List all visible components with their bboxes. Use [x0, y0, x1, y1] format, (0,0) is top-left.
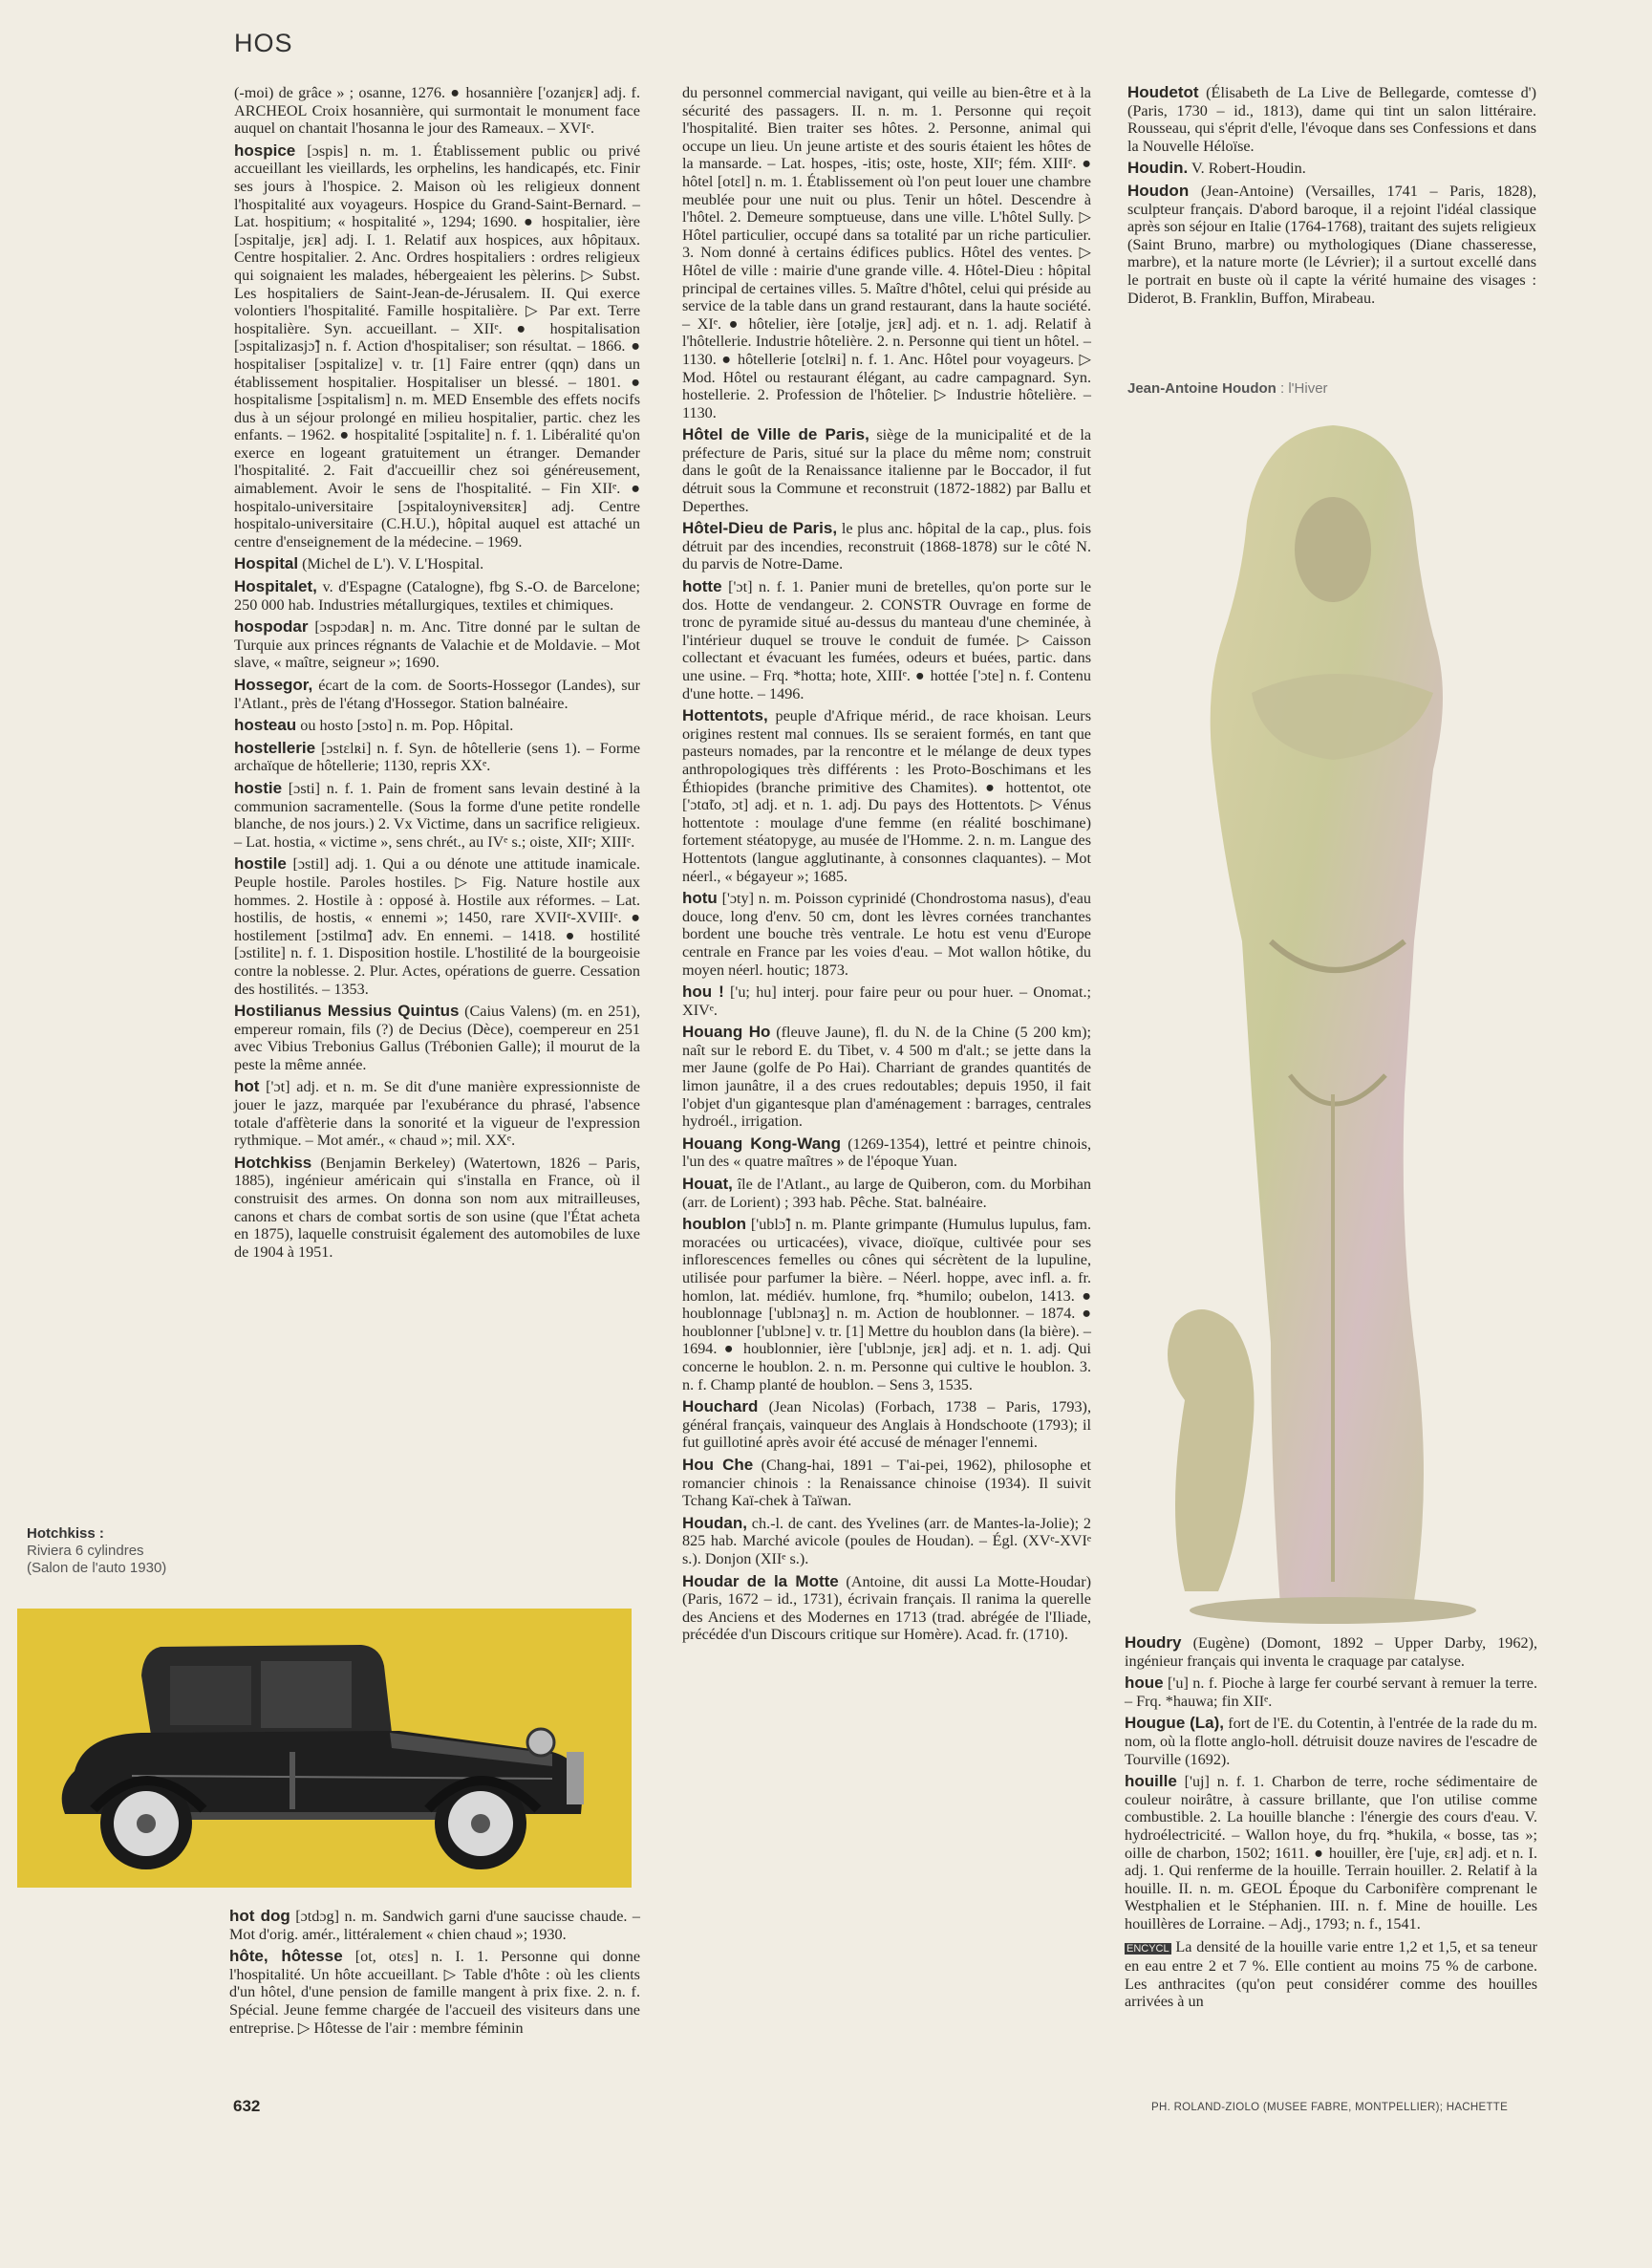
- entry-definition: (Michel de L'). V. L'Hospital.: [302, 555, 484, 573]
- entry-headword: Houdin.: [1127, 159, 1189, 178]
- entry-headword: Hottentots,: [682, 706, 768, 725]
- entry-definition: (Eugène) (Domont, 1892 – Upper Darby, 1962), ingénieur français qui inventa le craquage par catalyse.: [1125, 1634, 1538, 1670]
- entry-definition: ['ɔt] n. f. 1. Panier muni de bretelles, qu'on porte sur le dos. Hotte de vendangeur. 2. CONSTR Ouvrage en forme de tronc de pyramide situé au-dessus du manteau d'une cheminée, à l'intérieur duquel se trouve le conduit de fumée. ▷ Caisson collectant et évacuant les fumées, odeurs et buées, partic. dans une usine. – Frq. *hotta; hote, XIIIᵉ. ● hottée ['ɔte] n. f. Contenu d'une hotte. – 1496.: [682, 578, 1091, 702]
- dictionary-entry: [682, 578, 1091, 702]
- page-number: 632: [233, 2097, 261, 2115]
- dictionary-entry: [682, 1176, 1091, 1211]
- photo-credit: PH. ROLAND-ZIOLO (MUSEE FABRE, MONTPELLIER); HACHETTE: [1151, 2102, 1509, 2113]
- dictionary-entry: [234, 1155, 640, 1262]
- entry-definition: (-moi) de grâce » ; osanne, 1276. ● hosannière ['ozanjɛʀ] adj. f. ARCHEOL Croix hosannière, qui surmontait le monument face auquel on chantait l'hosanna le jour des Rameaux. – XVIᵉ.: [234, 84, 640, 138]
- entry-definition: île de l'Atlant., au large de Quiberon, com. du Morbihan (arr. de Lorient) ; 393 hab. Pêche. Stat. balnéaire.: [682, 1176, 1091, 1211]
- entry-definition: (Antoine, dit aussi La Motte-Houdar) (Paris, 1672 – id., 1731), écrivain français. Il ranima la querelle des Anciens et des Modernes en 1713 (trad. abrégée de l'Iliade, précédée d'un Discours critique sur Homère). Acad. fr. (1710).: [682, 1572, 1091, 1644]
- dictionary-entry: [1127, 84, 1536, 155]
- dictionary-entry: [1127, 183, 1536, 307]
- entry-headword: Houang Kong-Wang: [682, 1134, 841, 1153]
- entry-headword: houille: [1125, 1772, 1177, 1791]
- statue-title: : l'Hiver: [1276, 380, 1328, 397]
- entry-headword: Houdetot: [1127, 83, 1199, 101]
- dictionary-entry: [234, 1078, 640, 1149]
- entry-definition: (1269-1354), lettré et peintre chinois, l'un des « quatre maîtres » de l'époque Yuan.: [682, 1134, 1091, 1171]
- dictionary-entry: [229, 1908, 640, 1943]
- statue-caption: [1127, 380, 1328, 397]
- entry-definition: (Caius Valens) (m. en 251), empereur romain, fils (?) de Decius (Dèce), coempereur en 251 avec Vibius Trebonius Gallus (Trébonien Galle); il mourut de la peste la même année.: [234, 1003, 641, 1073]
- entry-headword: hot dog: [229, 1907, 290, 1925]
- dictionary-entry: [234, 740, 640, 775]
- dictionary-entry: [682, 1398, 1091, 1452]
- entry-definition: siège de la municipalité et de la préfecture de Paris, situé sur la place du même nom; construit dans le goût de la Renaissance italienne par le Boccador, il fut détruit sous la Commune et reconstruit (1872-1882) par Ballu et Deperthes.: [682, 426, 1092, 515]
- entry-headword: Hospitalet,: [234, 577, 317, 596]
- dictionary-entry: [682, 707, 1091, 885]
- dictionary-entry: [234, 142, 640, 551]
- entry-headword: hôte, hôtesse: [229, 1947, 343, 1966]
- dictionary-entry: [1125, 1938, 1537, 2011]
- entry-definition: (Jean-Antoine) (Versailles, 1741 – Paris, 1828), sculpteur français. D'abord baroque, il a rejoint l'idéal classique après son séjour en Italie (1764-1768), traitant des sujets religieux (Saint Bruno, marbre) ou mythologiques (Diane chasseresse, marbre), et la nature morte (le Lévrier); il a surtout excellé dans le portrait en buste où il capte la vérité humaine des visages : Diderot, B. Franklin, Buffon, Mirabeau.: [1127, 182, 1536, 307]
- running-head: HOS: [234, 29, 293, 57]
- entry-headword: hostie: [234, 778, 283, 797]
- dictionary-entry: [234, 855, 640, 998]
- entry-definition: le plus anc. hôpital de la cap., plus. fois détruit par des incendies, reconstruit (1868-1878) sur le côté N. du parvis de Notre-Dame.: [682, 520, 1092, 573]
- dictionary-entry: [1127, 160, 1536, 178]
- entry-headword: houblon: [682, 1215, 747, 1234]
- entry-definition: écart de la com. de Soorts-Hossegor (Landes), sur l'Atlant., près de l'étang d'Hossegor. Station balnéaire.: [234, 677, 641, 712]
- entry-headword: Houdon: [1127, 181, 1190, 200]
- entry-definition: (Élisabeth de La Live de Bellegarde, comtesse d') (Paris, 1730 – id., 1813), dame qui tint un salon littéraire. Rousseau, qui s'éprit d'elle, l'évoque dans ses Confessions et dans la Nouvelle Héloïse.: [1127, 84, 1536, 155]
- entry-definition: (Chang-hai, 1891 – T'ai-pei, 1962), philosophe et romancier chinois : la Renaissance chinoise (1934). Il suivit Tchang Kaï-chek à Taïwan.: [682, 1456, 1091, 1510]
- entry-definition: ch.-l. de cant. des Yvelines (arr. de Mantes-la-Jolie); 2 825 hab. Marché avicole (poules de Houdan). – Égl. (XVᵉ-XVIᵉ s.). Donjon (XIIᵉ s.).: [682, 1514, 1092, 1567]
- entry-definition: v. d'Espagne (Catalogne), fbg S.-O. de Barcelone; 250 000 hab. Industries métallurgiques, textiles et chimiques.: [234, 578, 640, 614]
- entry-definition: [ɔspis] n. m. 1. Établissement public ou privé accueillant les vieillards, les orphelins, les handicapés, etc. Finir ses jours à l'hospice. 2. Maison où les religieux donnent l'hospitalité aux voyageurs. Hospice du Grand-Saint-Bernard. – Lat. hospitium; « hospitalité », 1294; 1690. ● hospitalier, ière [ɔspitalje, jɛʀ] adj. I. 1. Relatif aux hospices, aux hôpitaux. Centre hospitalier. 2. Anc. Ordres hospitaliers : ordres religieux qui soignaient les malades, hébergeaient les pèlerins. ▷ Subst. Les hospitaliers de Saint-Jean-de-Jérusalem. II. Qui exerce volontiers l'hospitalité. Famille hospitalière. ▷ Par ext. Terre hospitalière. Syn. accueillant. – XIIᵉ. ● hospitalisation [ɔspitalizasjɔ̃] n. f. Action d'hospitaliser; son résultat. – 1866. ● hospitaliser [ɔspitalize] v. tr. [1] Faire entrer (qqn) dans un établissement hospitalier. Hospitaliser un blessé. – 1801. ● hospitalisme [ɔspitalism] n. m. MED Ensemble des effets nocifs dus à un séjour prolongé en milieu hospitalier, partic. chez les enfants. – 1962. ● hospitalité [ɔspitalite] n. f. 1. Libéralité qu'on exerce en logeant gratuitement un étranger. Demander l'hospitalité. 2. Fait d'accueillir chez soi généreusement, aimablement. Avoir le sens de l'hospitalité. – Fin XIIᵉ. ● hospitalo-universitaire [ɔspitaloyniveʀsitɛʀ] adj. Centre hospitalo-universitaire (C.H.U.), hôpital auquel est attaché un centre d'enseignement de la médecine. – 1969.: [234, 141, 641, 551]
- entry-headword: hotu: [682, 889, 718, 908]
- column-1-lower: [229, 1908, 640, 2041]
- entry-headword: hostile: [234, 854, 287, 874]
- entry-headword: Houdry: [1125, 1633, 1182, 1652]
- dictionary-entry: [682, 1135, 1091, 1171]
- car-illustration: [17, 1609, 632, 1888]
- dictionary-entry: [682, 1457, 1091, 1510]
- entry-headword: Hotchkiss: [234, 1153, 312, 1172]
- entry-definition: [ɔsti] n. f. 1. Pain de froment sans levain destiné à la communion sacramentelle. (Sous la forme d'une petite rondelle blanche, de nos jours.) 2. Vx Victime, dans un sacrifice religieux. – Lat. hostia, « victime », sens chrét., au IVᵉ s.; oiste, XIIᵉ; XIIIᵉ.: [234, 779, 640, 851]
- dictionary-entry: [234, 1003, 640, 1073]
- entry-headword: Hostilianus Messius Quintus: [234, 1002, 460, 1021]
- entry-definition: fort de l'E. du Cotentin, à l'entrée de la rade du m. nom, où la flotte anglo-holl. détruisit douze navires de l'escadre de Tourville (1692).: [1125, 1715, 1537, 1768]
- dictionary-entry: [682, 1573, 1091, 1644]
- entry-headword: Houang Ho: [682, 1023, 771, 1042]
- dictionary-entry: [682, 426, 1091, 515]
- entry-headword: hotte: [682, 577, 722, 596]
- entry-definition: (Benjamin Berkeley) (Watertown, 1826 – Paris, 1885), ingénieur américain qui s'installa en France, où il construisit des armes. On donna son nom aux mitrailleuses, canons et chars de combat sortis de son usine (que l'État acheta en 1875), laquelle construisit également des automobiles de luxe de 1904 à 1951.: [234, 1154, 640, 1261]
- column-3-lower: [1125, 1634, 1537, 2016]
- dictionary-entry: [682, 1024, 1091, 1131]
- entry-headword: Houdar de la Motte: [682, 1571, 839, 1590]
- dictionary-entry: [682, 84, 1091, 421]
- entry-headword: hosteau: [234, 716, 297, 735]
- dictionary-entry: [1125, 1674, 1537, 1710]
- entry-definition: peuple d'Afrique mérid., de race khoisan. Leurs origines restent mal connues. Ils se seraient formés, en tant que pasteurs nomades, par la rencontre et le mélange de deux types anthropologiques très différents : les Proto-Boschimans et les Éthiopides (branche primitive des Chamites). ● hottentot, ote ['ɔtɑ̃to, ɔt] adj. et n. 1. adj. Du pays des Hottentots. ▷ Vénus hottentote : moulage d'une femme (en réalité boschimane) fortement stéatopyge, au musée de l'Homme. 2. n. m. Langue des Hottentots (langue agglutinante, à consonnes claquantes). – Mot néerl., « bégayeur »; 1685.: [682, 707, 1091, 885]
- hotchkiss-car-photo: [17, 1609, 632, 1888]
- entry-definition: [ɔtdɔg] n. m. Sandwich garni d'une saucisse chaude. – Mot d'orig. amér., littéralement « chien chaud »; 1930.: [229, 1908, 641, 1943]
- dictionary-entry: [1125, 1634, 1537, 1670]
- column-2: [682, 84, 1091, 1649]
- entry-headword: hospodar: [234, 617, 309, 637]
- dictionary-entry: [1125, 1773, 1537, 1933]
- entry-headword: Houchard: [682, 1397, 759, 1416]
- entry-headword: Hospital: [234, 554, 299, 573]
- entry-headword: Hôtel de Ville de Paris,: [682, 425, 869, 444]
- dictionary-entry: [682, 890, 1091, 979]
- entry-definition: ['uj] n. f. 1. Charbon de terre, roche sédimentaire de couleur noirâtre, à cassure brillante, que l'on utilise comme combustible. 2. La houille blanche : l'énergie des cours d'eau. V. hydroélectricité. – Wallon hoye, du frq. *hukila, « bosse, tas »; oille de charbon, 1502; 1611. ● houiller, ère ['uje, ɛʀ] adj. et n. I. adj. 1. Qui renferme de la houille. Terrain houiller. 2. Relatif à la houille. II. n. m. GEOL Époque du Carbonifère comprenant le Westphalien et le Stéphanien. III. n. f. Mine de houille. Les houillères de Lorraine. – Adj., 1793; n. f., 1541.: [1125, 1773, 1538, 1933]
- dictionary-entry: [234, 717, 640, 735]
- dictionary-entry: [234, 578, 640, 614]
- entry-definition: ['u] n. f. Pioche à large fer courbé servant à remuer la terre. – Frq. *hauwa; fin XIIᵉ.: [1125, 1674, 1538, 1710]
- entry-definition: ['ublɔ̃] n. m. Plante grimpante (Humulus lupulus, fam. moracées ou urticacées), vivace, dioïque, cultivée pour ses inflorescences femelles ou cônes qui sécrètent de la lupuline, utilisée pour parfumer la bière. – Néerl. hoppe, avec infl. a. fr. homlon, lat. médiév. humlone, frq. *humilo; oubelon, 1413. ● houblonnage ['ublɔnaʒ] n. m. Action de houblonner. – 1874. ● houblonner ['ublɔne] v. tr. [1] Mettre du houblon dans (la bière). – 1694. ● houblonnier, ière ['ublɔnje, jɛʀ] adj. et n. 1. adj. Qui concerne le houblon. 2. n. m. Personne qui cultive le houblon. 3. n. f. Champ planté de houblon. – Sens 3, 1535.: [682, 1216, 1091, 1393]
- dictionary-entry: [234, 618, 640, 672]
- entry-headword: Hou Che: [682, 1455, 754, 1474]
- dictionary-entry: [229, 1948, 640, 2037]
- dictionary-entry: [234, 84, 640, 138]
- dictionary-entry: [234, 677, 640, 712]
- entry-definition: V. Robert-Houdin.: [1191, 160, 1306, 178]
- entry-headword: Hossegor,: [234, 676, 313, 694]
- entry-definition: [ɔspɔdaʀ] n. m. Anc. Titre donné par le sultan de Turquie aux princes régnants de Valachie et de Moldavie. – Mot slave, « maître, seigneur »; 1690.: [234, 618, 640, 672]
- entry-headword: Houdan,: [682, 1513, 747, 1532]
- entry-headword: hospice: [234, 140, 296, 160]
- dictionary-entry: [682, 1216, 1091, 1393]
- dictionary-entry: [1125, 1715, 1537, 1768]
- entry-headword: hou !: [682, 983, 724, 1002]
- dictionary-entry: [234, 780, 640, 851]
- car-caption-line1: Riviera 6 cylindres: [27, 1543, 144, 1559]
- entry-headword: houe: [1125, 1674, 1164, 1693]
- column-1: [234, 84, 640, 1265]
- car-caption-title: Hotchkiss :: [27, 1525, 104, 1542]
- entry-headword: hot: [234, 1077, 260, 1096]
- dictionary-entry: [682, 1515, 1091, 1568]
- encyclopedic-tag: ENCYCL: [1126, 1942, 1169, 1955]
- statue-illustration: [1127, 406, 1538, 1634]
- entry-headword: Hougue (La),: [1125, 1714, 1225, 1733]
- entry-definition: [ot, otɛs] n. I. 1. Personne qui donne l'hospitalité. Un hôte accueillant. ▷ Table d'hôte : où les clients d'un hôtel, d'une pension de famille mangent à prix fixe. 2. n. f. Spécial. Jeune femme chargée de l'accueil des visiteurs dans une entreprise. ▷ Hôtesse de l'air : membre féminin: [229, 1948, 640, 2037]
- houdon-winter-statue-photo: [1127, 406, 1538, 1634]
- statue-artist: Jean-Antoine Houdon: [1127, 380, 1277, 397]
- car-caption-line2: (Salon de l'auto 1930): [27, 1560, 167, 1576]
- entry-headword: Hôtel-Dieu de Paris,: [682, 519, 838, 538]
- entry-headword: hostellerie: [234, 738, 316, 757]
- entry-definition: [ɔstɛlʀi] n. f. Syn. de hôtellerie (sens 1). – Forme archaïque de hôtellerie; 1130, repris XXᵉ.: [234, 739, 641, 775]
- dictionary-entry: [682, 983, 1091, 1019]
- entry-definition: [ɔstil] adj. 1. Qui a ou dénote une attitude inamicale. Peuple hostile. Paroles hostiles. ▷ Fig. Nature hostile aux hommes. 2. Hostile à : opposé à. Hostile aux réformes. – Lat. hostilis, de hostis, « ennemi »; 1450, rare XVIIᵉ-XVIIIᵉ. ● hostilement [ɔstilmɑ̃] adv. En ennemi. – 1418. ● hostilité [ɔstilite] n. f. 1. Disposition hostile. L'hostilité de la bourgeoisie contre la noblesse. 2. Plur. Actes, opérations de guerre. Cessation des hostilités. – 1353.: [234, 855, 641, 998]
- entry-definition: ou hosto [ɔsto] n. m. Pop. Hôpital.: [300, 717, 514, 735]
- entry-definition: (fleuve Jaune), fl. du N. de la Chine (5 200 km); naît sur le rebord E. du Tibet, v. 4 500 m d'alt.; se jette dans la mer Jaune (golfe de Po Hai). Charriant de grandes quantités de limon jaunâtre, il a des crues redoutables; depuis 1950, il fait l'objet d'un gigantesque plan d'aménagement : barrages, centrales hydroél., irrigation.: [682, 1024, 1092, 1131]
- entry-definition: ['u; hu] interj. pour faire peur ou pour huer. – Onomat.; XIVᵉ.: [682, 983, 1091, 1019]
- entry-definition: La densité de la houille varie entre 1,2 et 1,5, et sa teneur en eau entre 2 et 7 %. Elle contient au moins 75 % de carbone. Les anthracites (qu'on peut considérer comme des houilles arrivées à un: [1125, 1937, 1538, 2011]
- entry-definition: ['ɔty] n. m. Poisson cyprinidé (Chondrostoma nasus), d'eau douce, long d'env. 50 cm, dont les lèvres cornées tranchantes bordent une bouche très ventrale. Le hotu est venu d'Europe centrale en France par les voies d'eau. – Mot wallon hôtike, du moyen néerl. houtic; 1873.: [682, 890, 1092, 979]
- dictionary-entry: [234, 555, 640, 573]
- entry-definition: du personnel commercial navigant, qui veille au bien-être et à la sécurité des passagers. II. n. m. 1. Personne qui reçoit l'hospitalité. Bien traiter ses hôtes. 2. Personne, animal qui occupe un lieu. Un jeune artiste et des souris étaient les hôtes de la mansarde. – Lat. hospes, -itis; oste, hoste, XIIᵉ; fém. XIIIᵉ. ● hôtel [otɛl] n. m. 1. Établissement où l'on peut louer une chambre meublée pour une nuit ou plus. Tenir un hôtel. Descendre à l'hôtel. 2. Demeure somptueuse, dans une ville. L'hôtel Sully. ▷ Hôtel particulier, occupé dans sa totalité par un riche particulier. 3. Nom donné à certains édifices publics. Hôtel des ventes. ▷ Hôtel de ville : mairie d'une grande ville. 4. Hôtel-Dieu : hôpital principal de certaines villes. 5. Maître d'hôtel, celui qui préside au service de la table dans un grand restaurant, dans la haute société. – XIᵉ. ● hôtelier, ière [otəlje, jɛʀ] adj. et n. 1. adj. Relatif à l'hôtellerie. Industrie hôtelière. 2. n. Personne qui tient un hôtel. – 1130. ● hôtellerie [otɛlʀi] n. f. 1. Anc. Hôtel pour voyageurs. ▷ Mod. Hôtel ou restaurant élégant, au cadre campagnard. Syn. hostellerie. 2. Profession de l'hôtelier. ▷ Industrie hôtelière. – 1130.: [682, 84, 1091, 421]
- entry-headword: Houat,: [682, 1175, 733, 1194]
- entry-definition: (Jean Nicolas) (Forbach, 1738 – Paris, 1793), général français, vainqueur des Anglais à Hondschoote (1793); il fut guillotiné après avoir été accusé de ménager l'ennemi.: [682, 1398, 1091, 1452]
- column-3: [1127, 84, 1536, 312]
- dictionary-entry: [682, 520, 1091, 573]
- entry-definition: ['ɔt] adj. et n. m. Se dit d'une manière expressionniste de jouer le jazz, marquée par l'exubérance du phrasé, l'absence totale d'affèterie dans la sonorité et la vigueur de l'expression rythmique. – Mot amér., « chaud »; mil. XXᵉ.: [234, 1078, 640, 1150]
- car-caption: [27, 1525, 218, 1577]
